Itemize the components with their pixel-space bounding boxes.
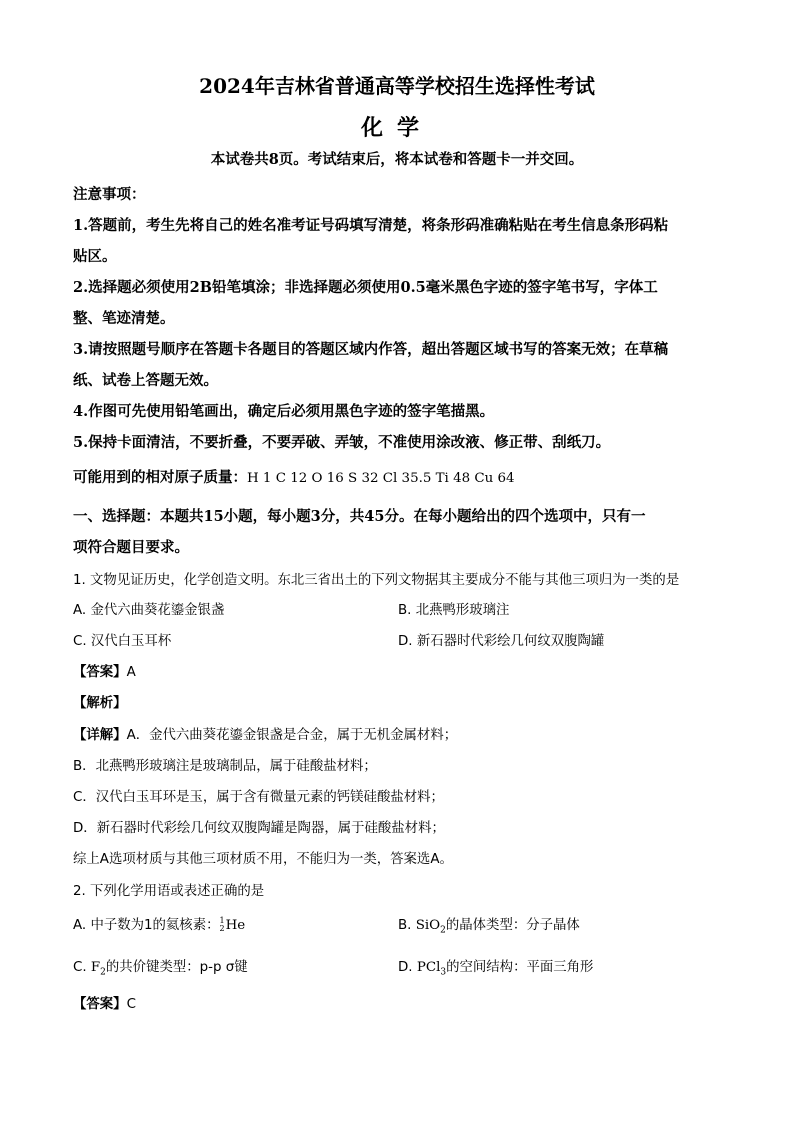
option-letter: D. xyxy=(398,960,413,975)
option-text: 的空间结构：平面三角形 xyxy=(446,960,594,975)
notice-line: 纸、试卷上答题无效。 xyxy=(73,372,218,389)
exam-intro: 本试卷共8页。考试结束后，将本试卷和答题卡一并交回。 xyxy=(210,151,584,168)
mass-number: 1 xyxy=(219,916,225,925)
atomic-mass-line xyxy=(73,466,515,487)
formula-subscript: 3 xyxy=(440,967,447,978)
notice-line: 5.保持卡面清洁，不要折叠，不要弄破、弄皱，不准使用涂改液、修正带、刮纸刀。 xyxy=(73,434,611,451)
q1-analysis-tag: 【解析】 xyxy=(73,696,127,711)
notice-line: 贴区。 xyxy=(73,248,117,265)
q1-answer xyxy=(73,661,136,680)
q2-option-c xyxy=(73,956,248,978)
notice-line: 1.答题前，考生先将自己的姓名准考证号码填写清楚，将条形码准确粘贴在考生信息条形码粘 xyxy=(73,217,669,234)
q1-detail-line: B．北燕鸭形玻璃注是玻璃制品，属于硅酸盐材料； xyxy=(73,759,377,774)
answer-value: C xyxy=(126,997,136,1012)
notice-line: 2.选择题必须使用2B铅笔填涂；非选择题必须使用0.5毫米黑色字迹的签字笔书写，字体工 xyxy=(73,279,658,296)
notice-line: 4.作图可先使用铅笔画出，确定后必须用黑色字迹的签字笔描黑。 xyxy=(73,403,495,420)
atomic-mass-values: H 1 C 12 O 16 S 32 Cl 35.5 Ti 48 Cu 64 xyxy=(247,471,515,486)
nuclide-numbers xyxy=(219,917,224,933)
q1-detail-line: C．汉代白玉耳环是玉，属于含有微量元素的钙镁硅酸盐材料； xyxy=(73,790,444,805)
q1-summary: 综上A选项材质与其他三项材质不用，不能归为一类，答案选A。 xyxy=(73,852,453,867)
q1-option-b: B. 北燕鸭形玻璃注 xyxy=(398,603,510,618)
element-symbol: He xyxy=(225,918,246,933)
answer-tag: 【答案】 xyxy=(73,665,127,680)
answer-tag: 【答案】 xyxy=(73,997,127,1012)
option-text: 的共价键类型：p-p σ键 xyxy=(105,960,248,975)
q1-option-a: A. 金代六曲葵花鎏金银盏 xyxy=(73,603,225,618)
formula: SiO xyxy=(415,918,441,933)
q1-detail-line: D．新石器时代彩绘几何纹双腹陶罐是陶器，属于硅酸盐材料； xyxy=(73,821,445,836)
answer-value: A xyxy=(126,665,136,680)
detail-tag: 【详解】 xyxy=(73,728,127,743)
option-text: 的晶体类型：分子晶体 xyxy=(445,918,580,933)
notice-heading: 注意事项： xyxy=(73,186,146,203)
section-heading: 一、选择题：本题共15小题，每小题3分，共45分。在每小题给出的四个选项中，只有一 xyxy=(73,508,646,525)
formula: F xyxy=(90,960,101,975)
q1-option-d: D. 新石器时代彩绘几何纹双腹陶罐 xyxy=(398,634,605,649)
exam-title: 2024年吉林省普通高等学校招生选择性考试 xyxy=(199,74,595,98)
formula: PCl xyxy=(416,960,441,975)
option-letter: C. xyxy=(73,960,87,975)
q1-option-c: C. 汉代白玉耳杯 xyxy=(73,634,172,649)
atomic-number: 2 xyxy=(219,924,225,933)
subject-title: 化学 xyxy=(360,115,433,141)
detail-text: A．金代六曲葵花鎏金银盏是合金，属于无机金属材料； xyxy=(126,728,458,743)
formula-subscript: 2 xyxy=(100,967,106,978)
q2-answer xyxy=(73,993,136,1012)
notice-line: 3.请按照题号顺序在答题卡各题目的答题区域内作答，超出答题区域书写的答案无效；在草稿 xyxy=(73,341,669,358)
option-letter: B. xyxy=(398,918,412,933)
q1-stem: 1. 文物见证历史，化学创造文明。东北三省出土的下列文物据其主要成分不能与其他三项归为一类的是 xyxy=(73,573,680,588)
section-heading-cont: 项符合题目要求。 xyxy=(73,539,189,556)
atomic-mass-label: 可能用到的相对原子质量： xyxy=(73,469,247,486)
q2-option-d xyxy=(398,956,593,978)
notice-line: 整、笔迹清楚。 xyxy=(73,310,175,327)
q2-option-a xyxy=(73,914,245,933)
q1-detail-first xyxy=(73,724,457,743)
formula-subscript: 2 xyxy=(440,925,446,936)
q2-stem: 2. 下列化学用语或表述正确的是 xyxy=(73,884,265,899)
q2-option-b xyxy=(398,914,580,936)
q2-option-a-text: A. 中子数为1的氦核素： xyxy=(73,918,220,933)
